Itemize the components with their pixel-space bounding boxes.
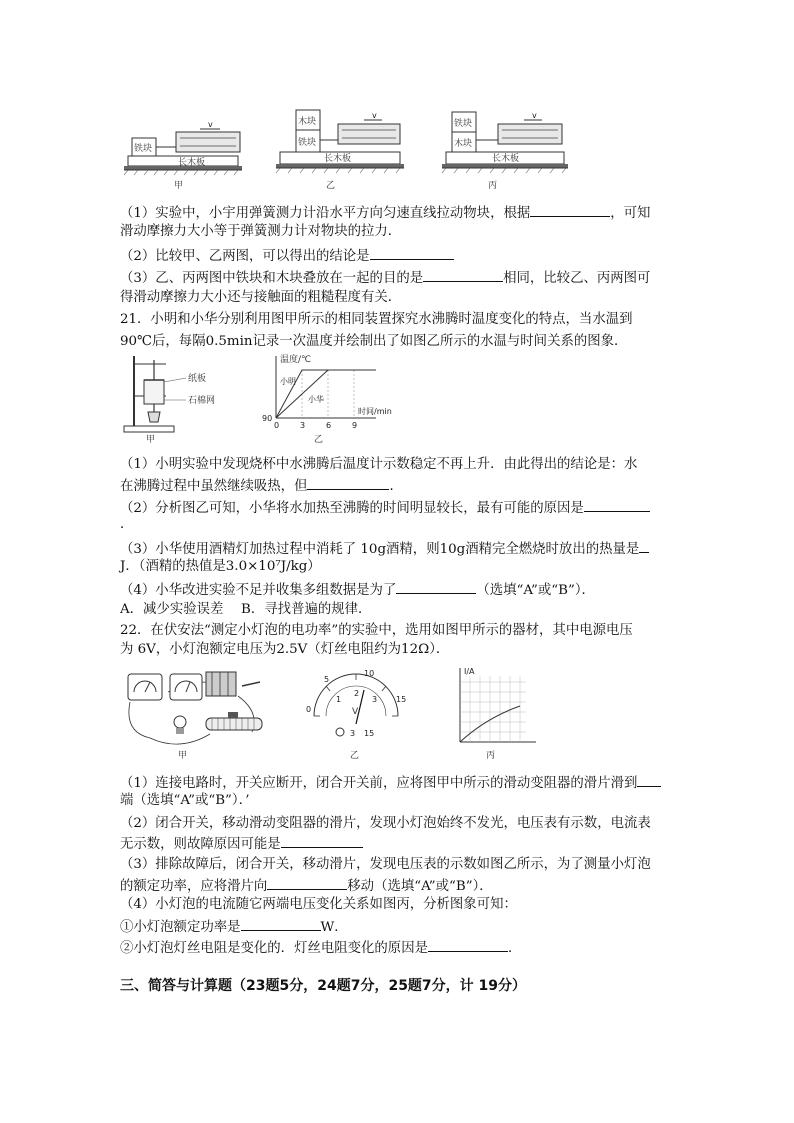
q22-part4-item2: ②小灯泡灯丝电阻是变化的．灯丝电阻变化的原因是 ．: [120, 938, 521, 958]
current-voltage-graph: [446, 662, 546, 762]
svg-text:v: v: [208, 120, 213, 129]
svg-text:v: v: [372, 111, 377, 120]
svg-text:木块: 木块: [298, 117, 317, 127]
svg-text:长木板: 长木板: [178, 158, 206, 168]
q22-part2-line1: （2）闭合开关，移动滑动变阻器的滑片，发现小灯泡始终不发光，电压表有示数，电流表: [120, 816, 651, 831]
boiling-figure-caption: 甲: [146, 435, 156, 444]
svg-text:9: 9: [352, 421, 358, 430]
q21-part3-line2: J．（酒精的热值是3.0×10⁷J/kg）: [120, 559, 321, 574]
q22-intro-line2: 为 6V，小灯泡额定电压为2.5V（灯丝电阻约为12Ω）．: [120, 642, 450, 657]
q22-part1-line2: 端（选填“A”或“B”）．’: [120, 793, 250, 808]
gauze-label: 石棉网: [188, 396, 216, 406]
svg-text:长木板: 长木板: [492, 154, 520, 164]
q21-blank-3[interactable]: [639, 539, 649, 553]
boiling-apparatus-figure: [120, 352, 238, 444]
q21-intro-line2: 90℃后，每隔0.5min记录一次温度并绘制出了如图乙所示的水温与时间关系的图象．: [120, 334, 628, 349]
q22-blank-4[interactable]: [241, 917, 321, 931]
svg-text:3: 3: [300, 421, 306, 430]
graph-ylabel: 温度/℃: [280, 355, 312, 365]
q22-part4-item1: ①小灯泡额定功率是 W．: [120, 917, 348, 937]
q21-part3-line1: （3）小华使用酒精灯加热过程中消耗了 10g酒精，则10g酒精完全燃烧时放出的热量是: [120, 539, 649, 559]
svg-text:v: v: [532, 111, 537, 120]
q20-part1-line2: 滑动摩擦力大小等于弹簧测力计对物块的拉力．: [120, 224, 402, 239]
q22-part3-line1: （3）排除故障后，闭合开关，移动滑片，发现电压表的示数如图乙所示，为了测量小灯泡: [120, 857, 651, 872]
q22-part3-line2: 的额定功率，应将滑片向 移动（选填“A”或“B”）．: [120, 876, 493, 896]
q20-blank-3[interactable]: [423, 268, 503, 282]
iv-graph-ylabel: I/A: [464, 667, 475, 676]
q21-part2-line1: （2）分析图乙可知，小华将水加热至沸腾的时间明显较长，最有可能的原因是: [120, 498, 650, 518]
q21-intro-line1: 21．小明和小华分别利用图甲所示的相同装置探究水沸腾时温度变化的特点，当水温到: [120, 312, 633, 327]
circuit-apparatus-figure: [120, 662, 270, 762]
svg-text:0: 0: [274, 421, 280, 430]
q20-part3-line2: 得滑动摩擦力大小还与接触面的粗糙程度有关．: [120, 290, 402, 305]
figure-a-caption: 甲: [174, 181, 184, 191]
svg-text:木块: 木块: [454, 139, 473, 149]
graph-xlabel: 时间/min: [358, 407, 392, 416]
svg-text:2: 2: [354, 689, 360, 698]
friction-figure-c: [442, 111, 568, 191]
line-xiaohua-label: 小华: [308, 395, 324, 404]
iron-block-label: 铁块: [134, 144, 153, 154]
figure-b-caption: 乙: [326, 181, 336, 191]
circuit-figure-caption: 甲: [178, 751, 188, 761]
svg-text:15: 15: [396, 695, 407, 704]
svg-text:6: 6: [326, 421, 332, 430]
iv-graph-caption: 丙: [486, 751, 496, 761]
q21-part1-line2: 在沸腾过程中虽然继续吸热，但 ．: [120, 476, 403, 496]
svg-text:1: 1: [336, 695, 342, 704]
q21-blank-1[interactable]: [307, 476, 389, 490]
friction-figures: [120, 104, 570, 196]
q22-intro-line1: 22．在伏安法“测定小灯泡的电功率”的实验中，选用如图甲所示的器材，其中电源电压: [120, 623, 633, 638]
svg-text:90: 90: [262, 414, 273, 423]
svg-text:0: 0: [306, 705, 312, 714]
q20-part3-line1: （3）乙、丙两图中铁块和木块叠放在一起的目的是 相同，比较乙、丙两图可: [120, 268, 650, 288]
svg-text:5: 5: [324, 675, 330, 684]
q21-part4: （4）小华改进实验不足并收集多组数据是为了 （选填“A”或“B”）．: [120, 580, 595, 600]
q20-blank-1[interactable]: [530, 203, 610, 217]
q21-blank-2[interactable]: [584, 498, 650, 512]
figure-c-caption: 丙: [488, 181, 498, 191]
voltmeter-caption: 乙: [350, 751, 360, 761]
temperature-time-graph: [258, 352, 418, 444]
q20-blank-2[interactable]: [370, 246, 454, 260]
q22-blank-2[interactable]: [281, 834, 363, 848]
q22-part1-line1: （1）连接电路时，开关应断开，闭合开关前，应将图甲中所示的滑动变阻器的滑片滑到: [120, 773, 661, 793]
cardboard-label: 纸板: [188, 374, 207, 384]
q21-part1-line1: （1）小明实验中发现烧杯中水沸腾后温度计示数稳定不再上升．由此得出的结论是：水: [120, 457, 638, 472]
svg-text:10: 10: [364, 669, 375, 678]
svg-text:长木板: 长木板: [324, 154, 352, 164]
q20-part1-line1: （1）实验中，小宇用弹簧测力计沿水平方向匀速直线拉动物块，根据 ，可知: [120, 203, 650, 223]
friction-figure-b: [276, 110, 404, 191]
svg-text:3: 3: [372, 695, 378, 704]
friction-figure-a: [124, 120, 242, 191]
svg-text:15: 15: [364, 729, 375, 738]
line-xiaoming-label: 小明: [280, 377, 296, 386]
q22-part4: （4）小灯泡的电流随它两端电压变化关系如图丙，分析图象可知：: [120, 897, 517, 912]
q22-blank-5[interactable]: [428, 938, 508, 952]
svg-text:铁块: 铁块: [298, 138, 317, 148]
section-heading: 三、简答与计算题（23题5分，24题7分，25题7分，计 19分）: [120, 978, 527, 994]
svg-text:3: 3: [350, 729, 356, 738]
q21-options: A．减少实验误差 B．寻找普遍的规律．: [120, 602, 372, 617]
q20-part2: （2）比较甲、乙两图，可以得出的结论是: [120, 246, 454, 266]
q22-blank-3[interactable]: [267, 876, 347, 890]
q21-blank-4[interactable]: [396, 580, 476, 594]
q22-blank-1[interactable]: [637, 773, 661, 787]
q22-part2-line2: 无示数，则故障原因可能是: [120, 834, 363, 854]
voltmeter-unit: V: [352, 707, 359, 717]
graph-caption: 乙: [314, 435, 324, 444]
voltmeter-figure: [300, 662, 410, 762]
q21-part2-line2: ．: [120, 517, 134, 532]
svg-text:铁块: 铁块: [454, 119, 473, 129]
